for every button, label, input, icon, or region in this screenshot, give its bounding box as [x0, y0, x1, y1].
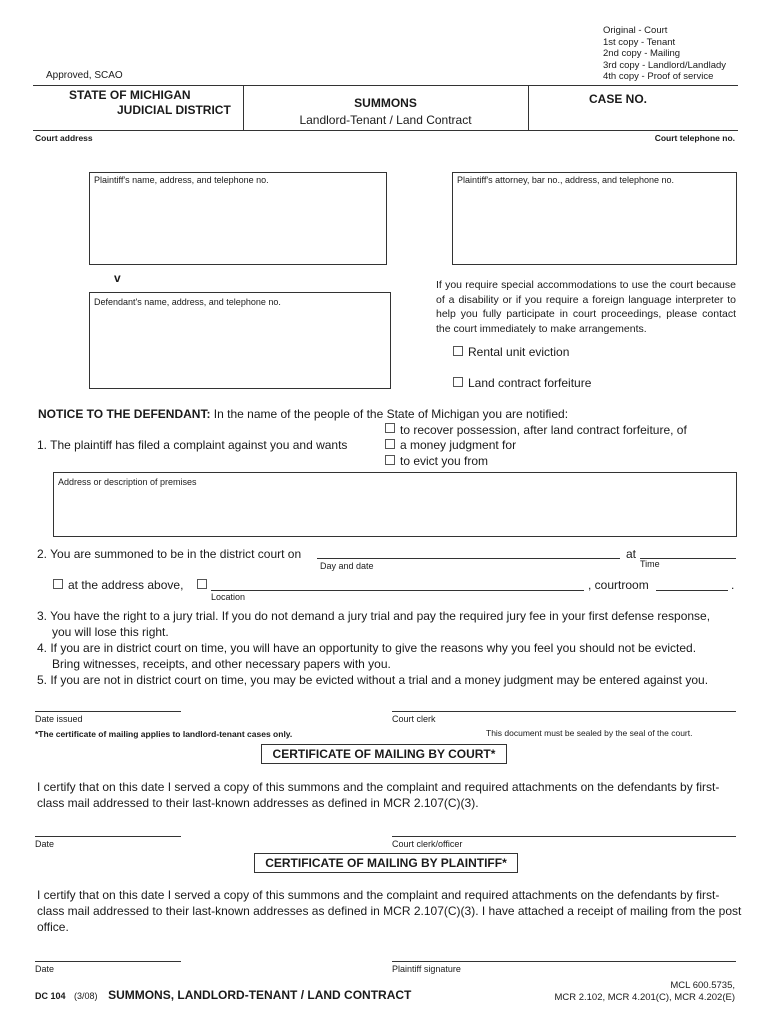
location-caption: Location [211, 592, 246, 602]
district-label: JUDICIAL DISTRICT [117, 103, 231, 117]
copy-line: 2nd copy - Mailing [603, 48, 681, 59]
versus-label: v [114, 271, 121, 285]
item-3-line-1: 3. You have the right to a jury trial. If you do not demand a jury trial and pay the required jury fee in your first defense response, [37, 609, 711, 623]
header-top-rule [33, 85, 738, 86]
at-address-checkbox[interactable] [53, 579, 63, 589]
court-clerk-label: Court clerk [392, 714, 436, 724]
land-contract-checkbox[interactable] [453, 377, 463, 387]
form-number: DC 104 [35, 991, 66, 1001]
date-issued-field[interactable] [35, 711, 181, 712]
notice-heading-bold: NOTICE TO THE DEFENDANT: [38, 407, 211, 421]
recover-possession-label: to recover possession, after land contract forfeiture, of [400, 423, 687, 437]
plaintiff-signature-field[interactable] [392, 961, 736, 962]
date-issued-label: Date issued [35, 714, 83, 724]
premises-box[interactable] [53, 472, 737, 537]
courtroom-field[interactable] [656, 590, 728, 591]
cert-court-clerk-label: Court clerk/officer [392, 839, 463, 849]
day-date-caption: Day and date [320, 561, 374, 571]
copy-line: 4th copy - Proof of service [603, 71, 714, 82]
item-3-line-2: you will lose this right. [52, 625, 169, 639]
court-clerk-field[interactable] [392, 711, 736, 712]
plaintiff-signature-label: Plaintiff signature [392, 964, 461, 974]
cert-plaintiff-text: I certify that on this date I served a copy of this summons and the complaint and required attachments on the defendants by first-class mail addressed to their last-known addresses as defined in MCR 2.107(C)(3). I have attached a receipt of mailing from the post office. [37, 888, 742, 934]
copy-line: 3rd copy - Landlord/Landlady [603, 59, 727, 71]
seal-note: This document must be sealed by the seal of the court. [486, 728, 693, 738]
money-judgment-checkbox[interactable] [385, 439, 395, 449]
header-bottom-rule [33, 130, 738, 131]
item-1-text: 1. The plaintiff has filed a complaint against you and wants [37, 438, 348, 452]
time-caption: Time [640, 559, 660, 569]
cert-court-title: CERTIFICATE OF MAILING BY COURT* [261, 744, 507, 764]
notice-heading [38, 407, 568, 421]
rental-eviction-label: Rental unit eviction [468, 345, 570, 359]
form-footer-right [554, 980, 735, 1004]
land-contract-label: Land contract forfeiture [468, 376, 592, 390]
money-judgment-label: a money judgment for [400, 438, 517, 452]
item-4-line-2: Bring witnesses, receipts, and other necessary papers with you. [52, 657, 391, 671]
copy-distribution [603, 25, 726, 83]
recover-possession-checkbox[interactable] [385, 423, 395, 433]
plaintiff-box[interactable] [89, 172, 387, 265]
summons-subtitle: Landlord-Tenant / Land Contract [299, 113, 472, 127]
mcl-citation: MCL 600.5735, [670, 980, 735, 991]
mcr-citation: MCR 2.102, MCR 4.201(C), MCR 4.202(E) [554, 992, 735, 1003]
rental-eviction-checkbox[interactable] [453, 346, 463, 356]
defendant-box[interactable] [89, 292, 391, 389]
copy-line: Original - Court [603, 25, 668, 36]
cert-plaintiff-date-label: Date [35, 964, 55, 974]
accommodation-notice: If you require special accommodations to use the court because of a disability or if you require a foreign language interpreter to help you fully participate in court proceedings, please contact the court immediately to make arrangements. [436, 279, 736, 335]
court-phone-label: Court telephone no. [654, 133, 735, 143]
form-footer-left [35, 988, 411, 1002]
item-5: 5. If you are not in district court on time, you may be evicted without a trial and a money judgment may be entered against you. [37, 673, 709, 687]
cert-court-date-field[interactable] [35, 836, 181, 837]
other-location-checkbox[interactable] [197, 579, 207, 589]
certificate-note: *The certificate of mailing applies to landlord-tenant cases only. [35, 729, 293, 739]
item-3 [37, 608, 710, 688]
cert-court-date-label: Date [35, 839, 55, 849]
court-address-label: Court address [35, 133, 93, 143]
day-date-field[interactable] [317, 558, 620, 559]
cert-plaintiff-title: CERTIFICATE OF MAILING BY PLAINTIFF* [254, 853, 518, 873]
cert-court-clerk-field[interactable] [392, 836, 736, 837]
item-2-text: 2. You are summoned to be in the district court on [37, 547, 302, 561]
attorney-box[interactable] [452, 172, 737, 265]
form-revision: (3/08) [74, 991, 98, 1001]
location-field[interactable] [211, 590, 584, 591]
notice-heading-text: In the name of the people of the State of Michigan you are notified: [213, 407, 569, 421]
at-label: at [626, 547, 637, 561]
at-address-label: at the address above, [68, 578, 184, 592]
form-title: SUMMONS, LANDLORD-TENANT / LAND CONTRACT [108, 988, 412, 1002]
cert-court-text: I certify that on this date I served a copy of this summons and the complaint and required attachments on the defendants by first-class mail addressed to their last-known addresses as defined in MCR 2.107(C)(3). [37, 780, 720, 810]
courtroom-period: . [731, 578, 735, 592]
attorney-label: Plaintiff's attorney, bar no., address, and telephone no. [457, 175, 675, 185]
plaintiff-label: Plaintiff's name, address, and telephone no. [94, 175, 269, 185]
defendant-label: Defendant's name, address, and telephone no. [94, 297, 281, 307]
case-no-label: CASE NO. [588, 92, 647, 106]
state-label: STATE OF MICHIGAN [69, 88, 191, 102]
cert-plaintiff-date-field[interactable] [35, 961, 181, 962]
copy-line: 1st copy - Tenant [603, 36, 676, 48]
courtroom-label: , courtroom [588, 578, 649, 592]
approved-label: Approved, SCAO [46, 70, 123, 81]
evict-checkbox[interactable] [385, 455, 395, 465]
summons-title: SUMMONS [354, 96, 417, 110]
premises-label: Address or description of premises [58, 477, 197, 487]
evict-label: to evict you from [400, 454, 489, 468]
item-4-line-1: 4. If you are in district court on time, you will have an opportunity to give the reasons why you feel you should not be evicted. [37, 641, 697, 655]
